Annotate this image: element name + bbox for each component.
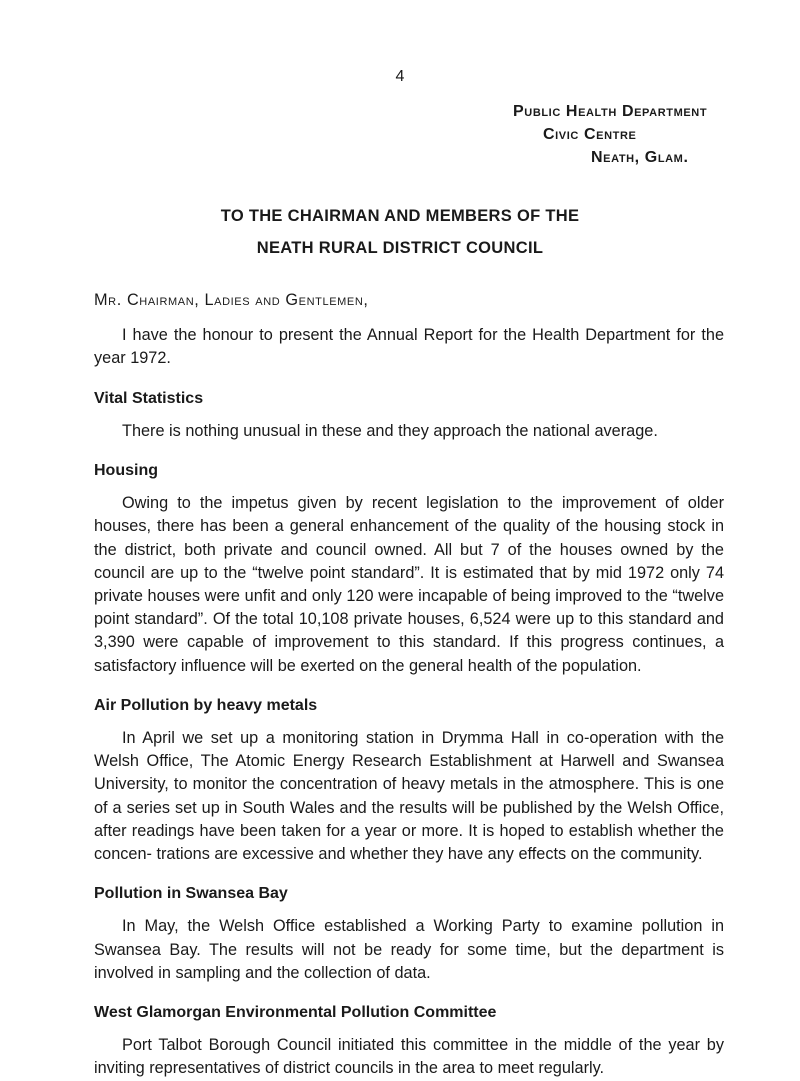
addressee-line-2: NEATH RURAL DISTRICT COUNCIL (256, 239, 544, 257)
section-air-pollution (94, 694, 724, 866)
section-body: In May, the Welsh Office established a Working Party to examine pollution in Swansea Bay. The results will not be ready for some time, but the department is involved in sampling and the collection of data. (94, 917, 724, 982)
section-swansea-bay (94, 882, 724, 985)
section-heading: West Glamorgan Environmental Pollution Committee (94, 1004, 497, 1022)
section-heading: Pollution in Swansea Bay (94, 885, 288, 903)
section-body: There is nothing unusual in these and they approach the national average. (122, 421, 658, 440)
section-heading: Vital Statistics (94, 389, 204, 407)
sender-address (505, 100, 707, 169)
address-line-department: Public Health Department (513, 103, 708, 120)
address-line-building: Civic Centre (543, 126, 637, 143)
addressee-block (0, 200, 800, 264)
salutation: Mr. Chairman, Ladies and Gentlemen, (94, 291, 369, 309)
section-body: Port Talbot Borough Council initiated this committee in the middle of the year by inviting representatives of district councils in the area to meet regularly. (94, 1036, 724, 1078)
page-number: 4 (395, 68, 405, 85)
report-body (94, 289, 724, 1081)
address-line-town: Neath, Glam. (591, 149, 689, 166)
section-heading: Housing (94, 462, 158, 480)
addressee-line-1: TO THE CHAIRMAN AND MEMBERS OF THE (220, 207, 580, 225)
section-west-glamorgan-committee (94, 1001, 724, 1081)
section-body: In April we set up a monitoring station in Drymma Hall in co-operation with the Welsh Office, The Atomic Energy Research Establishment at Harwell and Swansea University, to monitor the concentration of heavy metals in the atmosphere. This is one of a series set up in South Wales and the results will be published by the Welsh Office, after readings have been taken for a year or more. It is hoped to establish whether the concen- trations are excessive and whether they have any effects on the community. (94, 729, 724, 864)
section-housing (94, 459, 724, 678)
section-vital-statistics (94, 387, 724, 443)
section-body: Owing to the impetus given by recent legislation to the improvement of older houses, there has been a general enhancement of the quality of the housing stock in the district, both private and council owned. All but 7 of the houses owned by the council are up to the “twelve point standard”. It is estimated that by mid 1972 only 74 private houses were unfit and only 120 were incapable of being improved to the “twelve point standard”. Of the total 10,108 private houses, 6,524 were up to this standard and 3,390 were capable of improvement to this standard. If this progress continues, a satisfactory influence will be exerted on the general health of the population. (94, 494, 724, 675)
section-heading: Air Pollution by heavy metals (94, 696, 318, 714)
intro-paragraph: I have the honour to present the Annual Report for the Health Department for the year 1972. (94, 326, 724, 368)
